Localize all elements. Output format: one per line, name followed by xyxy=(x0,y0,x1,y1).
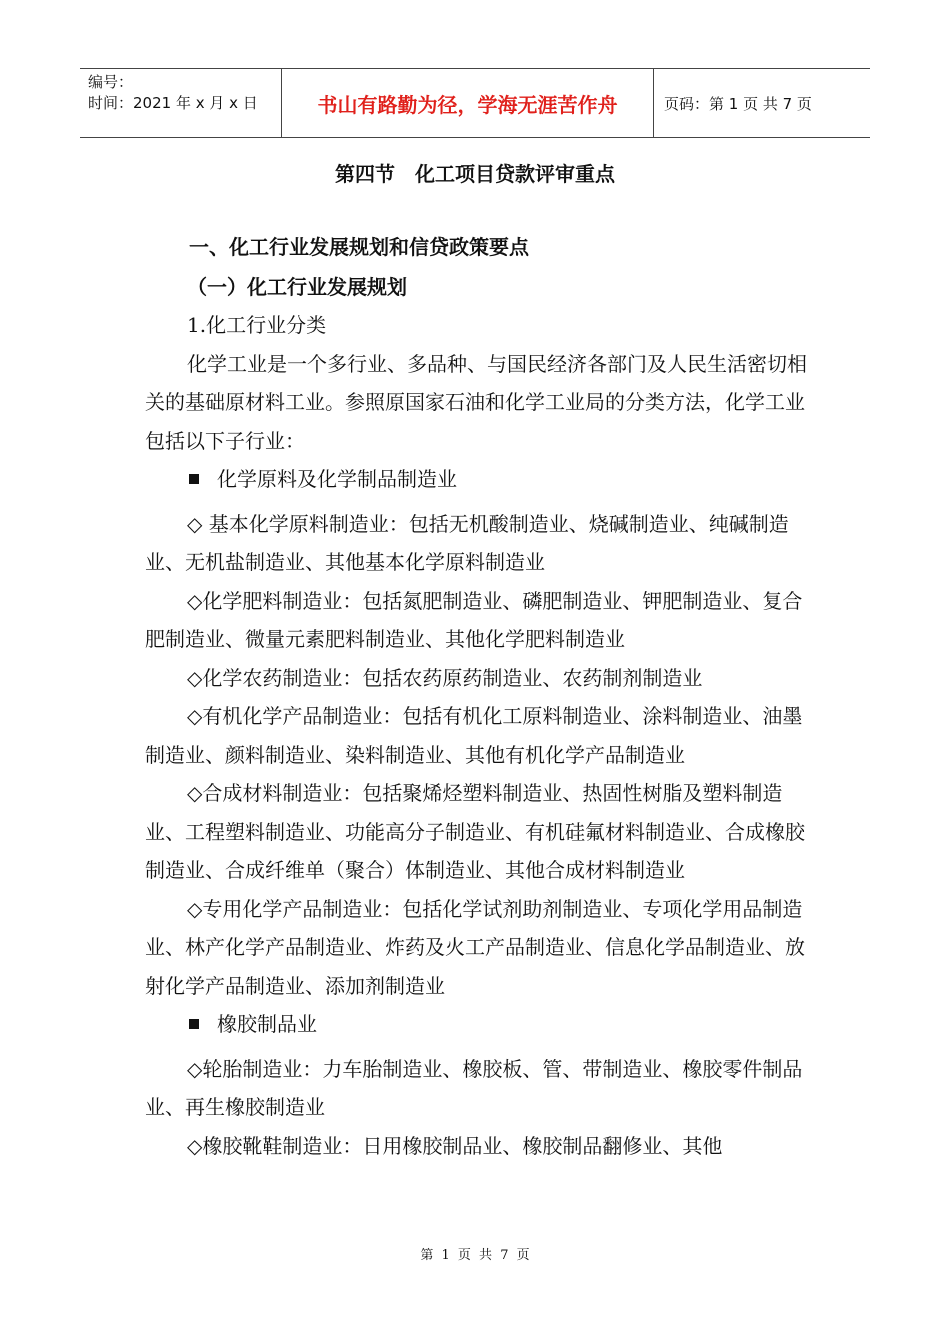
square-bullet-icon xyxy=(189,474,199,484)
heading-1: 一、化工行业发展规划和信贷政策要点 xyxy=(189,235,529,259)
intro-paragraph: 化学工业是一个多行业、多品种、与国民经济各部门及人民生活密切相关的基础原材料工业。参照原国家石油和化学工业局的分类方法，化学工业包括以下子行业： xyxy=(145,351,807,453)
list-item: ◇化学肥料制造业：包括氮肥制造业、磷肥制造业、钾肥制造业、复合肥制造业、微量元素肥料制造业、其他化学肥料制造业 xyxy=(145,588,803,651)
header-table xyxy=(80,68,870,138)
list-item: ◇橡胶靴鞋制造业：日用橡胶制品业、橡胶制品翻修业、其他 xyxy=(187,1133,723,1158)
list-item: ◇有机化学产品制造业：包括有机化工原料制造业、涂料制造业、油墨制造业、颜料制造业、染料制造业、其他有机化学产品制造业 xyxy=(145,704,803,767)
bullet-item xyxy=(145,1005,810,1044)
bullet-label: 橡胶制品业 xyxy=(217,1012,317,1036)
header-left-cell xyxy=(80,69,282,137)
list-item: ◇专用化学产品制造业：包括化学试剂助剂制造业、专项化学用品制造业、林产化学产品制造业、炸药及火工产品制造业、信息化学品制造业、放射化学产品制造业、添加剂制造业 xyxy=(145,896,805,998)
date-label: 时间：2021 年 x 月 x 日 xyxy=(88,94,258,112)
square-bullet-icon xyxy=(189,1019,199,1029)
heading-2: （一）化工行业发展规划 xyxy=(187,275,407,299)
section-title: 第四节 化工项目贷款评审重点 xyxy=(335,162,615,186)
page-footer: 第 1 页 共 7 页 xyxy=(420,1248,530,1263)
list-item: ◇ 基本化学原料制造业：包括无机酸制造业、烧碱制造业、纯碱制造业、无机盐制造业、其他基本化学原料制造业 xyxy=(145,511,789,574)
list-item: ◇化学农药制造业：包括农药原药制造业、农药制剂制造业 xyxy=(187,665,703,690)
page-info: 页码：第 1 页 共 7 页 xyxy=(664,94,812,113)
bullet-item xyxy=(145,460,810,499)
bullet-label: 化学原料及化学制品制造业 xyxy=(217,467,457,491)
document-body xyxy=(145,228,810,1165)
list-item: ◇合成材料制造业：包括聚烯烃塑料制造业、热固性树脂及塑料制造业、工程塑料制造业、功能高分子制造业、有机硅氟材料制造业、合成橡胶制造业、合成纤维单（聚合）体制造业、其他合成材料制造业 xyxy=(145,781,805,882)
motto: 书山有路勤为径，学海无涯苦作舟 xyxy=(282,69,654,137)
subheading: 1.化工行业分类 xyxy=(187,313,327,337)
list-item: ◇轮胎制造业：力车胎制造业、橡胶板、管、带制造业、橡胶零件制品业、再生橡胶制造业 xyxy=(145,1056,803,1119)
number-label: 编号： xyxy=(88,73,134,91)
